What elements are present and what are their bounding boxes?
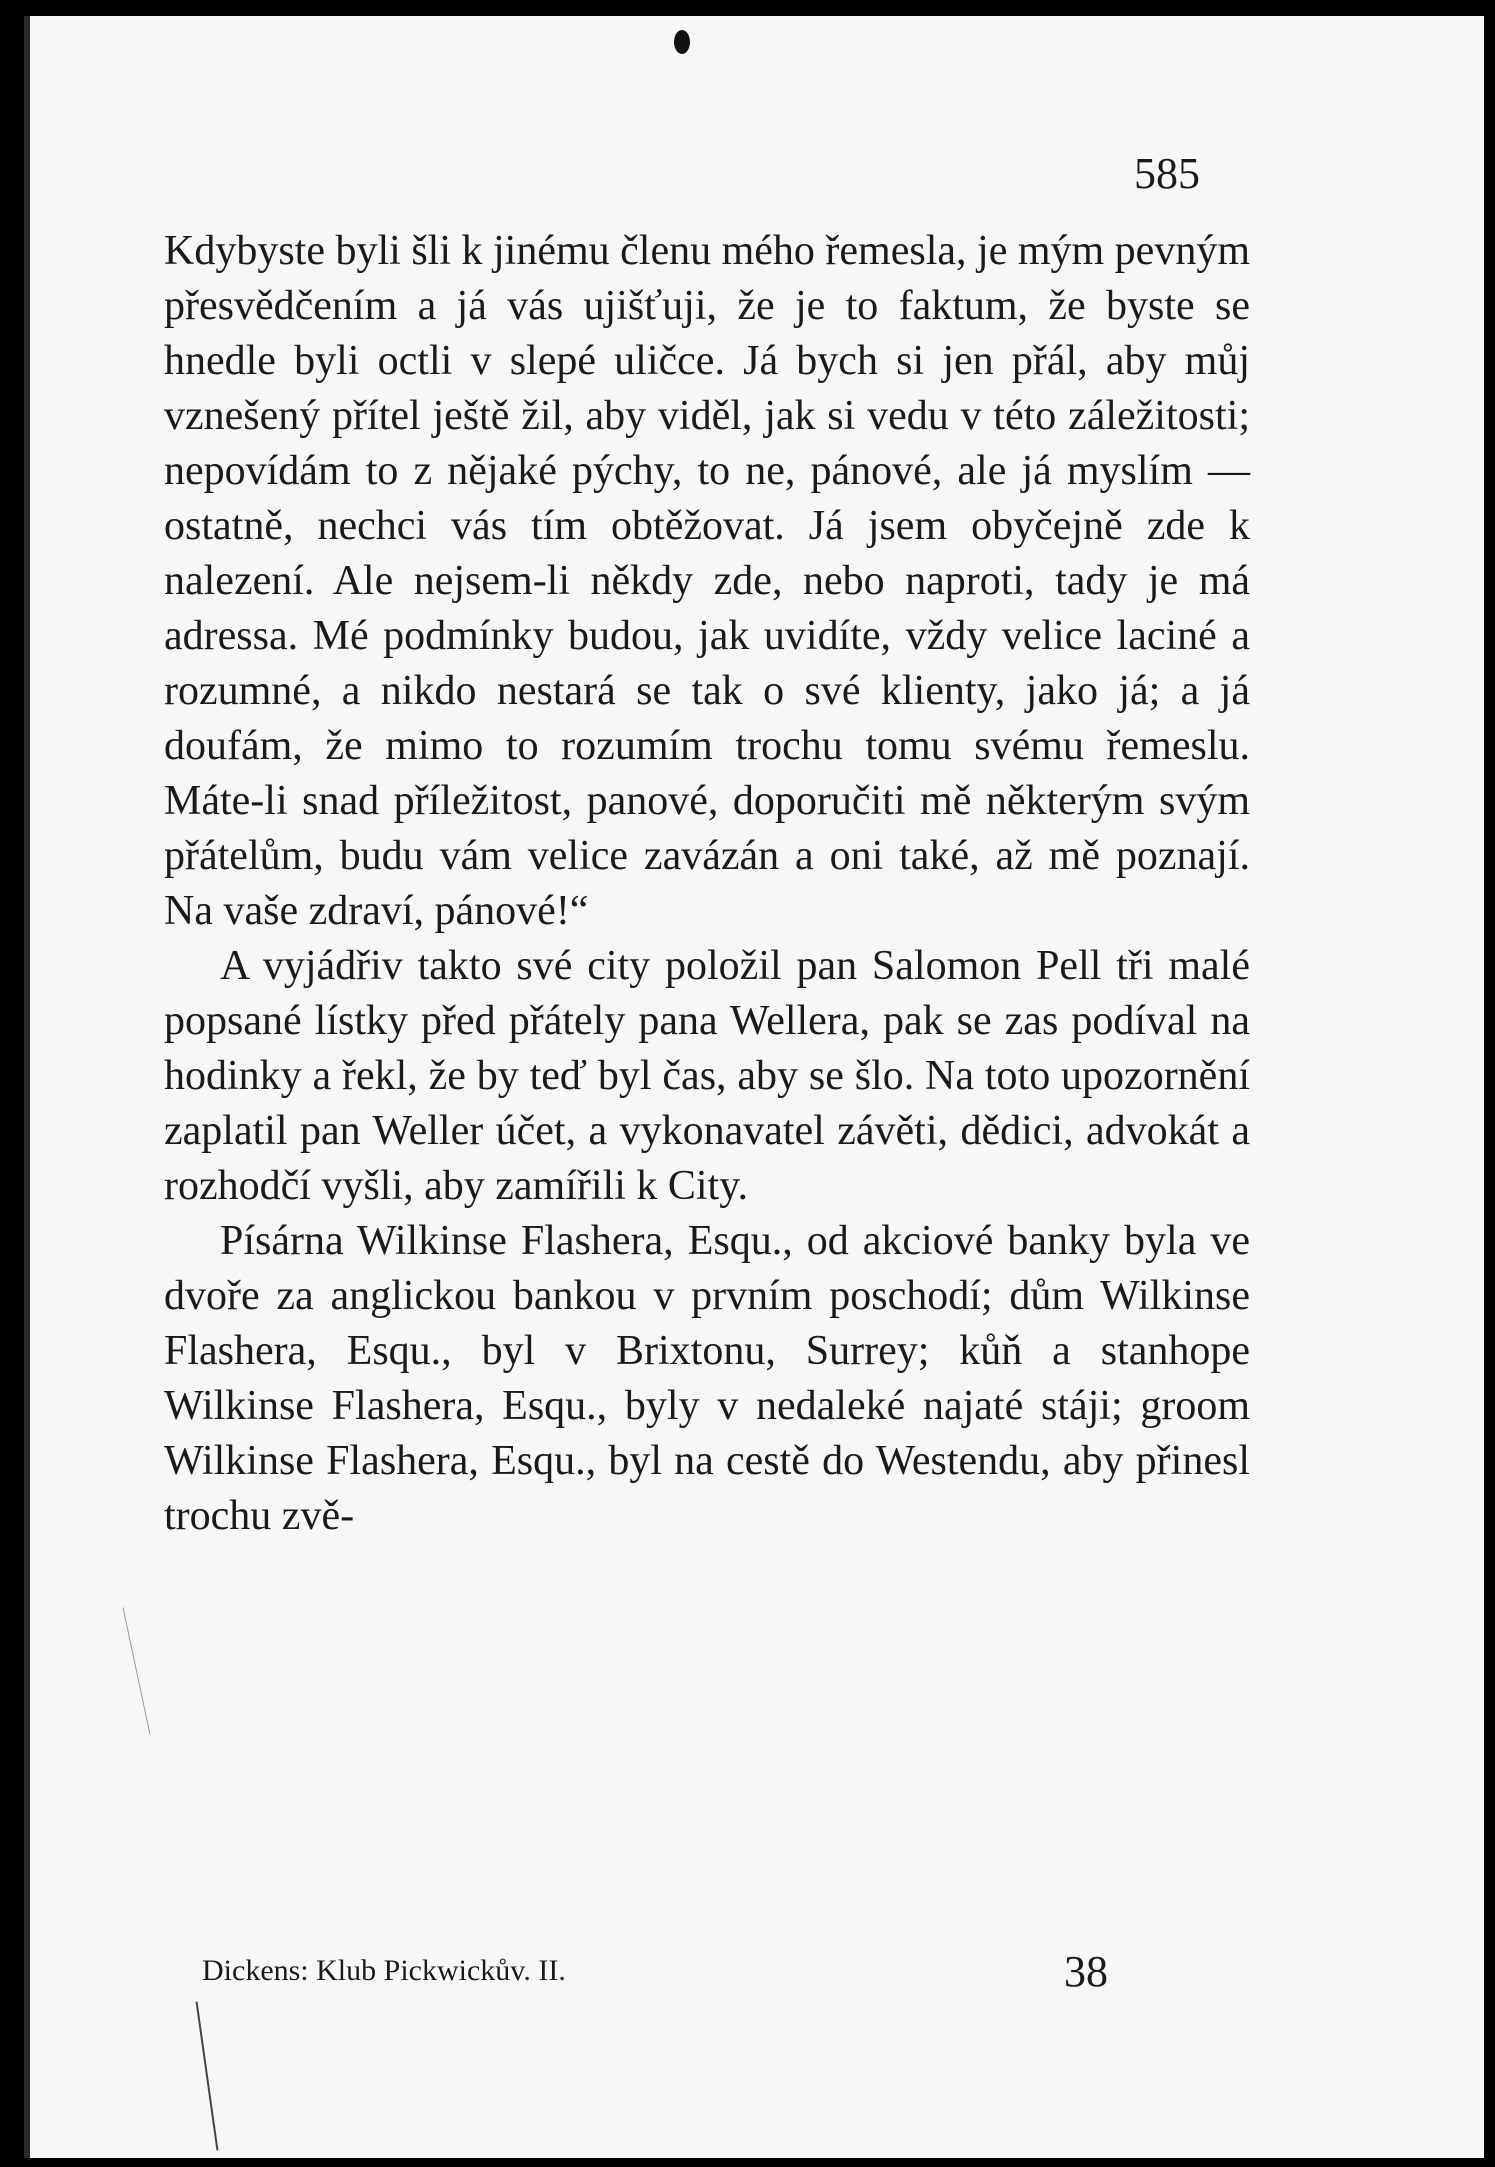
paragraph: A vyjádřiv takto své city položil pan Salomon Pell tři malé popsané lístky před přátely pana Wellera, pak se zas podíval na hodinky a řekl, že by teď byl čas, aby se šlo. Na toto upozornění zaplatil pan Weller účet, a vykonavatel závěti, dědici, advokát a rozhodčí vyšli, aby zamířili k City.: [164, 943, 1250, 1209]
page-number: 585: [1134, 149, 1200, 198]
page-edge: [24, 16, 30, 2158]
footer-sheet-number: 38: [1064, 1947, 1108, 1996]
ink-mark: [674, 30, 690, 54]
scratch-mark: [196, 2002, 219, 2151]
body-text: [164, 224, 1250, 1544]
book-page: [24, 16, 1484, 2158]
footer-signature: Dickens: Klub Pickwickův. II.: [202, 1954, 566, 1987]
paragraph: Kdybyste byli šli k jinému členu mého řemesla, je mým pevným přesvědčením a já vás ujišťuji, že je to faktum, že byste se hnedle byli octli v slepé uličce. Já bych si jen přál, aby můj vznešený přítel ještě žil, aby viděl, jak si vedu v této záležitosti; nepovídám to z nějaké pýchy, to ne, pánové, ale já myslím — ostatně, nechci vás tím obtěžovat. Já jsem obyčejně zde k nalezení. Ale nejsem-li někdy zde, nebo naproti, tady je má adressa. Mé podmínky budou, jak uvidíte, vždy velice laciné a rozumné, a nikdo nestará se tak o své klienty, jako já; a já doufám, že mimo to rozumím trochu tomu svému řemeslu. Máte-li snad příležitost, panové, doporučiti mě některým svým přátelům, budu vám velice zavázán a oni také, až mě poznají. Na vaše zdraví, pánové!“: [164, 228, 1250, 934]
paragraph: Písárna Wilkinse Flashera, Esqu., od akciové banky byla ve dvoře za anglickou bankou v prvním poschodí; dům Wilkinse Flashera, Esqu., byl v Brixtonu, Surrey; kůň a stanhope Wilkinse Flashera, Esqu., byly v nedaleké najaté stáji; groom Wilkinse Flashera, Esqu., byl na cestě do Westendu, aby přinesl trochu zvě-: [164, 1218, 1250, 1539]
scratch-mark: [122, 1607, 150, 1734]
